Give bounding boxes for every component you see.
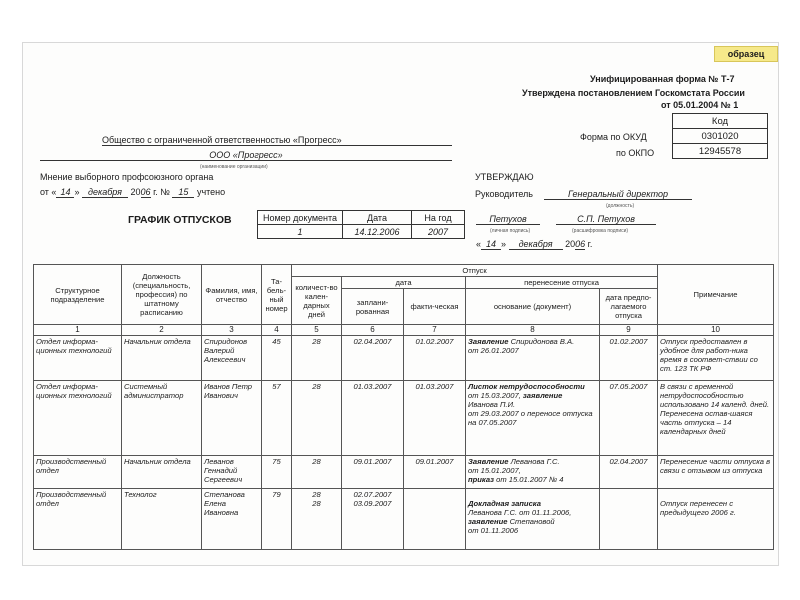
table-row xyxy=(34,381,774,456)
basis-text: от 01.11.2006 xyxy=(468,526,519,535)
planned-value: 03.09.2007 xyxy=(353,499,392,508)
approve-year: 06 xyxy=(575,239,586,249)
basis-bold: заявление xyxy=(522,391,563,400)
approve-position-caption: (должность) xyxy=(606,203,635,209)
cell-position: Технолог xyxy=(122,489,202,550)
cell-actual: 01.03.2007 xyxy=(404,381,466,456)
cell-expected: 02.04.2007 xyxy=(600,456,658,489)
col-num: 5 xyxy=(292,325,342,336)
union-num: 15 xyxy=(172,187,194,198)
union-line2 xyxy=(40,187,225,197)
table-row xyxy=(34,336,774,381)
cell-position: Начальник отдела xyxy=(122,336,202,381)
cell-expected: 07.05.2007 xyxy=(600,381,658,456)
th-planned: заплани-рованная xyxy=(342,289,404,325)
doc-date-label: Дата xyxy=(343,211,412,225)
cell-basis xyxy=(466,336,600,381)
cell-tab: 75 xyxy=(262,456,292,489)
col-num: 7 xyxy=(404,325,466,336)
union-close: » xyxy=(74,187,80,197)
approve-title: УТВЕРЖДАЮ xyxy=(475,172,534,182)
basis-text: Леванова Г.С. от 01.11.2006, xyxy=(468,508,572,517)
column-numbers-row xyxy=(34,325,774,336)
cell-days: 28 xyxy=(292,456,342,489)
basis-text: Иванова П.И. xyxy=(468,400,516,409)
th-actual: факти-ческая xyxy=(404,289,466,325)
th-name: Фамилия, имя, отчество xyxy=(202,265,262,325)
cell-dept: Отдел информа-ционных технологий xyxy=(34,336,122,381)
approve-name-caption: (расшифровка подписи) xyxy=(572,228,629,234)
cell-expected xyxy=(600,489,658,550)
th-tab: Та-бель-ный номер xyxy=(262,265,292,325)
basis-text: от 26.01.2007 xyxy=(468,346,519,355)
cell-tab: 79 xyxy=(262,489,292,550)
cell-days: 28 xyxy=(292,336,342,381)
approve-date-close: » xyxy=(501,239,507,249)
approve-year-prefix: 20 xyxy=(565,239,576,249)
col-num: 4 xyxy=(262,325,292,336)
union-line1: Мнение выборного профсоюзного органа xyxy=(40,172,214,182)
cell-note xyxy=(658,489,774,550)
basis-text: от 29.03.2007 о переносе отпуска на 07.05.2007 xyxy=(468,409,593,427)
doc-num-label: Номер документа xyxy=(258,211,343,225)
basis-bold: заявление xyxy=(468,517,508,526)
col-num: 1 xyxy=(34,325,122,336)
th-date: дата xyxy=(342,277,466,289)
table-row xyxy=(34,456,774,489)
cell-planned: 09.01.2007 xyxy=(342,456,404,489)
table-row xyxy=(34,489,774,550)
approve-signature: Петухов xyxy=(476,214,540,225)
cell-note: В связи с временной нетрудоспособностью использовано 14 календ. дней. Перенесена остав-шаяся часть отпуска – 14 календарных дней xyxy=(658,381,774,456)
form-header-line1: Унифицированная форма № Т-7 xyxy=(590,74,735,84)
union-from: от « xyxy=(40,187,57,197)
approve-signature-caption: (личная подпись) xyxy=(490,228,531,234)
basis-text: от 15.03.2007, xyxy=(468,391,521,400)
col-num: 10 xyxy=(658,325,774,336)
okpo-label: по ОКПО xyxy=(616,148,655,158)
basis-text: от 15.01.2007, xyxy=(468,466,521,475)
th-note: Примечание xyxy=(658,265,774,325)
col-num: 2 xyxy=(122,325,202,336)
doc-num-value: 1 xyxy=(258,225,343,239)
cell-name: Степанова Елена Ивановна xyxy=(202,489,262,550)
form-header-line3: от 05.01.2004 № 1 xyxy=(661,100,739,110)
note-text: Отпуск перенесен с предыдущего 2006 г. xyxy=(660,499,736,517)
cell-basis xyxy=(466,381,600,456)
cell-planned: 01.03.2007 xyxy=(342,381,404,456)
planned-value: 02.07.2007 xyxy=(353,490,392,499)
okud-value: 0301020 xyxy=(673,129,768,144)
cell-expected: 01.02.2007 xyxy=(600,336,658,381)
basis-bold: Листок нетрудоспособности xyxy=(468,382,585,391)
basis-text: Спиридонова В.А. xyxy=(510,337,575,346)
document-number-box xyxy=(257,210,465,239)
cell-name: Спиридонов Валерий Алексеевич xyxy=(202,336,262,381)
col-num: 6 xyxy=(342,325,404,336)
cell-note: Отпуск предоставлен в удобное для работ-ника время в соответ-ствии со ст. 123 ТК РФ xyxy=(658,336,774,381)
cell-dept: Отдел информа-ционных технологий xyxy=(34,381,122,456)
approve-position: Генеральный директор xyxy=(544,189,692,200)
approve-g: г. xyxy=(587,239,593,249)
approve-day: 14 xyxy=(481,239,501,250)
col-num: 3 xyxy=(202,325,262,336)
th-basis: основание (документ) xyxy=(466,289,600,325)
cell-position: Начальник отдела xyxy=(122,456,202,489)
cell-actual: 01.02.2007 xyxy=(404,336,466,381)
th-vacation: Отпуск xyxy=(292,265,658,277)
approve-head-label: Руководитель xyxy=(475,189,533,199)
org-caption: (наименование организации) xyxy=(200,164,268,170)
cell-days: 28 xyxy=(292,381,342,456)
org-short-name: ООО «Прогресс» xyxy=(40,150,452,161)
cell-actual: 09.01.2007 xyxy=(404,456,466,489)
form-header-line2: Утверждена постановлением Госкомстата России xyxy=(522,88,745,98)
cell-planned: 02.04.2007 xyxy=(342,336,404,381)
col-num: 8 xyxy=(466,325,600,336)
cell-tab: 45 xyxy=(262,336,292,381)
cell-name: Иванов Петр Иванович xyxy=(202,381,262,456)
col-num: 9 xyxy=(600,325,658,336)
union-tail: учтено xyxy=(196,187,226,197)
cell-planned xyxy=(342,489,404,550)
approve-date xyxy=(476,239,592,249)
cell-name: Леванов Геннадий Сергеевич xyxy=(202,456,262,489)
basis-bold: Заявление xyxy=(468,337,509,346)
basis-bold: приказ xyxy=(468,475,494,484)
org-full-name: Общество с ограниченной ответственностью «Прогресс» xyxy=(102,135,452,146)
cell-dept: Производственный отдел xyxy=(34,456,122,489)
doc-year-label: На год xyxy=(412,211,465,225)
okud-label: Форма по ОКУД xyxy=(580,132,647,142)
cell-basis xyxy=(466,489,600,550)
cell-tab: 57 xyxy=(262,381,292,456)
basis-text: от 15.01.2007 № 4 xyxy=(496,475,564,484)
union-g: г. № xyxy=(153,187,170,197)
vacation-table xyxy=(33,264,774,550)
approve-date-open: « xyxy=(476,239,482,249)
doc-date-value: 14.12.2006 xyxy=(343,225,412,239)
cell-basis xyxy=(466,456,600,489)
basis-bold: Докладная записка xyxy=(468,499,541,508)
cell-dept: Производственный отдел xyxy=(34,489,122,550)
doc-year-value: 2007 xyxy=(412,225,465,239)
union-month: декабря xyxy=(82,187,128,198)
document-title: ГРАФИК ОТПУСКОВ xyxy=(128,214,232,226)
cell-position: Системный администратор xyxy=(122,381,202,456)
approve-name: С.П. Петухов xyxy=(556,214,656,225)
th-expected: дата предпо-лагаемого отпуска xyxy=(600,289,658,325)
cell-days xyxy=(292,489,342,550)
basis-text: Степановой xyxy=(509,517,555,526)
union-year-prefix: 20 xyxy=(130,187,141,197)
codes-box xyxy=(672,113,768,159)
cell-actual xyxy=(404,489,466,550)
cell-note: Перенесение части отпуска в связи с отзывом из отпуска xyxy=(658,456,774,489)
basis-text: Леванова Г.С. xyxy=(510,457,560,466)
days-value: 28 xyxy=(312,499,321,508)
codes-head: Код xyxy=(673,114,768,129)
basis-bold: Заявление xyxy=(468,457,509,466)
okpo-value: 12945578 xyxy=(673,144,768,159)
union-year: 06 xyxy=(140,187,151,197)
union-day: 14 xyxy=(56,187,74,198)
th-transfer: перенесение отпуска xyxy=(466,277,658,289)
th-days: количест-во кален-дарных дней xyxy=(292,277,342,325)
sample-badge: образец xyxy=(714,46,778,62)
approve-month: декабря xyxy=(509,239,563,250)
th-dept: Структурное подразделение xyxy=(34,265,122,325)
th-position: Должность (специальность, профессия) по штатному расписанию xyxy=(122,265,202,325)
days-value: 28 xyxy=(312,490,321,499)
